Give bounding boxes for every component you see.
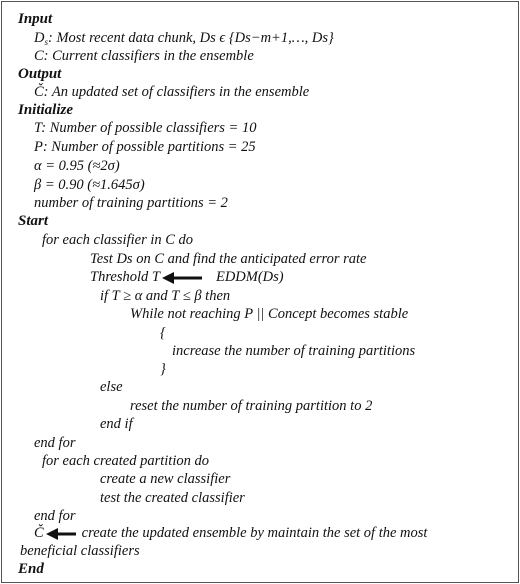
init-t-line: T: Number of possible classifiers = 10 — [34, 120, 257, 136]
for-each-classifier-line: for each classifier in C do — [42, 232, 194, 248]
else-line: else — [100, 379, 123, 395]
create-classifier-line: create a new classifier — [100, 471, 231, 487]
while-line: While not reaching P || Concept becomes stable — [130, 306, 409, 322]
init-alpha-line: α = 0.95 (≈2σ) — [34, 158, 120, 174]
c-hat-label: Č — [34, 525, 44, 541]
left-arrow-icon — [162, 272, 202, 284]
input-ds-desc: : Most recent data chunk, Ds ϵ {Ds−m+1,…, Ds} — [48, 30, 334, 46]
output-c-line: Č: An updated set of classifiers in the ensemble — [34, 84, 310, 100]
create-ensemble-text: create the updated ensemble by maintain the set of the most — [81, 525, 428, 541]
input-heading: Input — [18, 11, 53, 27]
start-heading: Start — [18, 213, 49, 229]
end-for-1-line: end for — [34, 435, 76, 451]
input-ds-name: D — [34, 30, 45, 46]
algorithm-box — [1, 1, 519, 583]
threshold-rhs: EDDM(Ds) — [215, 269, 284, 285]
init-partitions-line: number of training partitions = 2 — [34, 195, 228, 211]
end-if-line: end if — [100, 416, 133, 432]
input-ds-sub: s — [44, 37, 48, 47]
input-c-line: C: Current classifiers in the ensemble — [34, 48, 254, 64]
initialize-heading: Initialize — [18, 102, 74, 118]
brace-open: { — [160, 325, 166, 341]
for-each-partition-line: for each created partition do — [42, 453, 209, 469]
end-for-2-line: end for — [34, 508, 76, 524]
threshold-line — [90, 268, 284, 286]
threshold-lhs: Threshold T — [90, 269, 160, 285]
reset-line: reset the number of training partition to 2 — [130, 398, 373, 414]
end-heading: End — [18, 561, 44, 577]
left-arrow-icon — [46, 528, 76, 540]
create-ensemble-cont-line: beneficial classifiers — [20, 543, 140, 559]
init-beta-line: β = 0.90 (≈1.645σ) — [34, 177, 145, 193]
output-heading: Output — [18, 66, 62, 82]
brace-close: } — [160, 361, 166, 377]
test-classifier-line: test the created classifier — [100, 490, 245, 506]
increase-line: increase the number of training partitions — [172, 343, 416, 359]
if-line: if T ≥ α and T ≤ β then — [100, 288, 231, 304]
test-ds-line: Test Ds on C and find the anticipated error rate — [90, 251, 367, 267]
create-ensemble-line — [34, 524, 427, 542]
init-p-line: P: Number of possible partitions = 25 — [34, 139, 256, 155]
